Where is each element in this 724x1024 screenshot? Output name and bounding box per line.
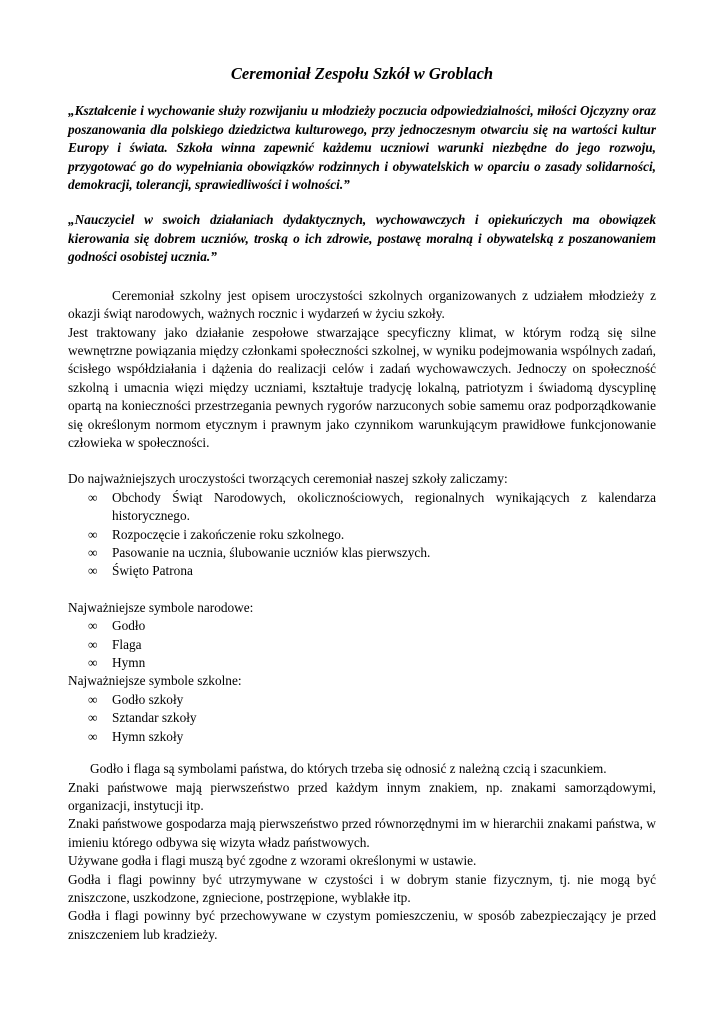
rule-paragraph: Używane godła i flagi muszą być zgodne z wzorami określonymi w ustawie. <box>68 853 477 869</box>
infinity-bullet-icon: ∞ <box>88 526 98 542</box>
school-symbols-list <box>68 691 656 746</box>
rule-paragraph: Godła i flagi powinny być przechowywane w czystym pomieszczeniu, w sposób zabezpieczający je przed zniszczeniem lub kradzieży. <box>68 908 656 942</box>
rule-paragraph: Godło i flaga są symbolami państwa, do których trzeba się odnosić z należną czcią i szacunkiem. <box>90 761 607 777</box>
events-section <box>68 470 656 580</box>
events-list <box>68 489 656 581</box>
list-item: ∞ Sztandar szkoły <box>88 709 656 727</box>
list-item: ∞ Hymn szkoły <box>88 728 656 746</box>
quote-education: „Kształcenie i wychowanie służy rozwijaniu u młodzieży poczucia odpowiedzialności, miłości Ojczyzny oraz poszanowania dla polskiego dziedzictwa kulturowego, przy jednoczesnym otwarciu się na wartości kultur Europy i świata. Szkoła winna zapewnić każdemu uczniowi warunki niezbędne do jego rozwoju, przygotować go do wypełniania obowiązków rodzinnych i obywatelskich w oparciu o zasady solidarności, demokracji, tolerancji, sprawiedliwości i wolności.” <box>68 103 656 193</box>
list-item: ∞ Flaga <box>88 636 656 654</box>
infinity-bullet-icon: ∞ <box>88 563 98 579</box>
list-item: ∞ Obchody Świąt Narodowych, okolicznościowych, regionalnych wynikających z kalendarza historycznego. <box>88 489 656 524</box>
infinity-bullet-icon: ∞ <box>88 489 98 505</box>
infinity-bullet-icon: ∞ <box>88 636 98 652</box>
paragraph-ceremonial-definition: Ceremoniał szkolny jest opisem uroczystości szkolnych organizowanych z udziałem młodzieży z okazji świąt narodowych, ważnych rocznic i wydarzeń w życiu szkoły. <box>68 287 656 322</box>
list-item: ∞ Święto Patrona <box>88 562 656 580</box>
infinity-bullet-icon: ∞ <box>88 545 98 561</box>
list-item: ∞ Godło szkoły <box>88 691 656 709</box>
national-symbols-heading: Najważniejsze symbole narodowe: <box>68 599 254 615</box>
symbols-section <box>68 599 656 746</box>
national-symbols-list <box>68 617 656 672</box>
infinity-bullet-icon: ∞ <box>88 728 98 744</box>
rule-paragraph: Znaki państwowe gospodarza mają pierwszeństwo przed równorzędnymi im w hierarchii znakami państwa, w imieniu którego odbywa się wizyta władz państwowych. <box>68 816 656 850</box>
infinity-bullet-icon: ∞ <box>88 710 98 726</box>
infinity-bullet-icon: ∞ <box>88 655 98 671</box>
paragraph-ceremonial-description: Jest traktowany jako działanie zespołowe stwarzające specyficzny klimat, w którym rodzą się silne wewnętrzne powiązania między członkami społeczności szkolnej, w wyniku podejmowania wspólnych zadań, ścisłego współdziałania i dążenia do realizacji celów i zadań wychowawczych. Jednoczy on społeczność szkolną i umacnia więzi między uczniami, kształtuje tradycję lokalną, patriotyzm i świadomą dyscyplinę opartą na konieczności przestrzegania pewnych rygorów narzuconych sobie samemu oraz podporządkowanie się określonym normom etycznym i prawnym jako czynnikom warunkującym prawidłowe funkcjonowanie człowieka w społeczności. <box>68 324 656 450</box>
school-symbols-heading: Najważniejsze symbole szkolne: <box>68 673 242 689</box>
rule-paragraph: Godła i flagi powinny być utrzymywane w czystości i w dobrym stanie fizycznym, tj. nie mogą być zniszczone, uszkodzone, zgniecione, postrzępione, wyblakłe itp. <box>68 871 656 905</box>
rule-paragraph: Znaki państwowe mają pierwszeństwo przed każdym innym znakiem, np. znakami samorządowymi, organizacji, instytucji itp. <box>68 779 656 813</box>
list-item: ∞ Hymn <box>88 654 656 672</box>
document-title: Ceremoniał Zespołu Szkół w Groblach <box>230 64 494 83</box>
list-item: ∞ Rozpoczęcie i zakończenie roku szkolnego. <box>88 526 656 544</box>
events-intro: Do najważniejszych uroczystości tworzących ceremoniał naszej szkoły zaliczamy: <box>68 471 508 487</box>
rules-section <box>68 760 656 944</box>
list-item: ∞ Godło <box>88 617 656 635</box>
list-item: ∞ Pasowanie na ucznia, ślubowanie uczniów klas pierwszych. <box>88 544 656 562</box>
infinity-bullet-icon: ∞ <box>88 618 98 634</box>
infinity-bullet-icon: ∞ <box>88 691 98 707</box>
quote-teacher: „Nauczyciel w swoich działaniach dydaktycznych, wychowawczych i opiekuńczych ma obowiązek kierowania się dobrem uczniów, troską o ich zdrowie, postawę moralną i obywatelską z poszanowaniem godności osobistej ucznia.” <box>68 211 656 265</box>
